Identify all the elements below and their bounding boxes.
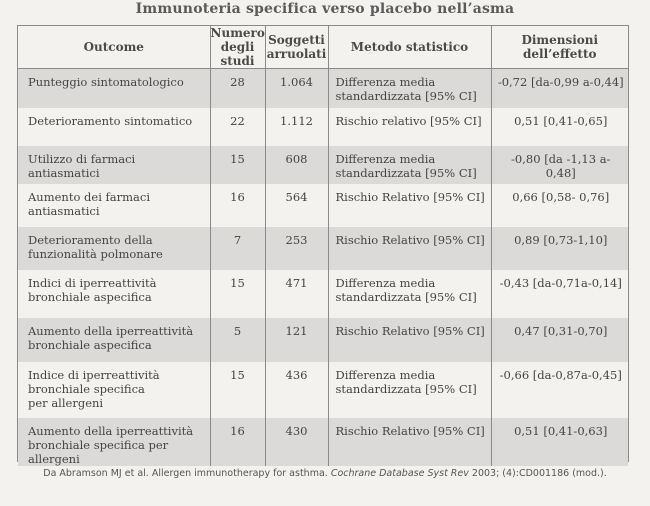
effect-cell: -0,80 [da -1,13 a-0,48] [491,146,628,184]
studies-cell: 15 [210,270,265,318]
subjects-cell: 121 [265,318,328,362]
method-cell [328,108,491,146]
studies-cell: 15 [210,362,265,418]
outcome-line: Punteggio sintomatologico [28,75,184,89]
outcome-cell [18,362,210,418]
method-line: Rischio Relativo [95% CI] [335,323,485,338]
results-table-frame [17,25,629,466]
studies-cell: 28 [210,69,265,108]
header-subjects-line-2: arruolati [266,47,327,61]
header-studies-line-2: degli studi [220,40,255,68]
effect-cell: 0,47 [0,31-0,70] [491,318,628,362]
method-line: Rischio Relativo [95% CI] [335,232,485,247]
method-line: standardizzata [95% CI] [335,165,477,180]
studies-cell: 22 [210,108,265,146]
method-cell [328,69,491,108]
outcome-cell [18,227,210,270]
outcome-line: per allergeni [28,395,104,410]
subjects-cell: 253 [265,227,328,270]
effect-cell: -0,43 [da-0,71a-0,14] [491,270,628,318]
method-line: Differenza media [335,275,436,290]
outcome-line: Deterioramento della [28,232,153,247]
method-line: standardizzata [95% CI] [335,89,477,103]
subjects-cell: 564 [265,184,328,227]
studies-cell: 16 [210,418,265,466]
outcome-cell [18,270,210,318]
header-method [328,26,491,69]
method-cell [328,184,491,227]
studies-cell: 16 [210,184,265,227]
header-method-line: Metodo statistico [350,40,469,54]
source-footnote [0,468,650,479]
outcome-line: bronchiale specifica [28,381,145,396]
header-effect-line-2: dell’effetto [522,47,597,61]
table-row [18,69,628,108]
page-title: Immunoteria specifica verso placebo nell’asma [135,1,515,17]
subjects-cell: 1.112 [265,108,328,146]
effect-cell: -0,66 [da-0,87a-0,45] [491,362,628,418]
outcome-line: Utilizzo di farmaci [28,151,136,166]
effect-cell: 0,89 [0,73-1,10] [491,227,628,270]
outcome-line: Aumento dei farmaci [28,189,151,204]
table-row [18,318,628,362]
outcome-line: antiasmatici [28,165,100,180]
header-outcome-line: Outcome [83,40,144,54]
method-line: Rischio relativo [95% CI] [335,113,482,128]
method-line: Rischio Relativo [95% CI] [335,423,485,438]
header-effect-line-1: Dimensioni [521,33,599,47]
outcome-line: Indici di iperreattività [28,275,157,290]
method-cell [328,318,491,362]
method-line: Differenza media [335,75,436,89]
table-row [18,108,628,146]
table-row [18,418,628,466]
method-line: standardizzata [95% CI] [335,289,477,304]
method-line: Rischio Relativo [95% CI] [335,189,485,204]
table-row [18,146,628,184]
outcome-cell [18,318,210,362]
outcome-line: Aumento della iperreattività [28,323,194,338]
outcome-line: funzionalità polmonare [28,246,163,261]
outcome-cell [18,418,210,466]
table-row [18,362,628,418]
header-subjects-line-1: Soggetti [268,33,325,47]
method-cell [328,418,491,466]
footnote-journal: Cochrane Database Syst Rev [330,468,469,479]
outcome-cell [18,108,210,146]
method-line: Differenza media [335,151,436,166]
footnote-suffix: 2003; (4):CD001186 (mod.). [468,468,607,479]
footnote-prefix: Da Abramson MJ et al. Allergen immunotherapy for asthma. [43,468,331,479]
results-table [18,26,628,466]
effect-cell: 0,51 [0,41-0,65] [491,108,628,146]
table-row [18,184,628,227]
table-header-row [18,26,628,69]
method-cell [328,270,491,318]
method-cell [328,362,491,418]
studies-cell: 5 [210,318,265,362]
table-row [18,227,628,270]
outcome-line: bronchiale aspecifica [28,337,152,352]
effect-cell: -0,72 [da-0,99 a-0,44] [491,69,628,108]
outcome-line: Aumento della iperreattività [28,423,194,438]
header-studies [210,26,265,69]
studies-cell: 15 [210,146,265,184]
method-line: standardizzata [95% CI] [335,381,477,396]
effect-cell: 0,51 [0,41-0,63] [491,418,628,466]
table-row [18,270,628,318]
outcome-cell [18,184,210,227]
header-subjects [265,26,328,69]
method-line: Differenza media [335,367,436,382]
subjects-cell: 608 [265,146,328,184]
effect-cell: 0,66 [0,58- 0,76] [491,184,628,227]
header-studies-line-1: Numero [210,26,265,40]
outcome-line: Indice di iperreattività [28,367,160,382]
studies-cell: 7 [210,227,265,270]
header-outcome [18,26,210,69]
subjects-cell: 436 [265,362,328,418]
outcome-cell [18,146,210,184]
subjects-cell: 1.064 [265,69,328,108]
outcome-cell [18,69,210,108]
outcome-line: Deterioramento sintomatico [28,113,193,128]
method-cell [328,146,491,184]
subjects-cell: 430 [265,418,328,466]
outcome-line: bronchiale specifica per allergeni [28,437,169,466]
subjects-cell: 471 [265,270,328,318]
method-cell [328,227,491,270]
outcome-line: bronchiale aspecifica [28,289,152,304]
outcome-line: antiasmatici [28,203,100,218]
header-effect [491,26,628,69]
